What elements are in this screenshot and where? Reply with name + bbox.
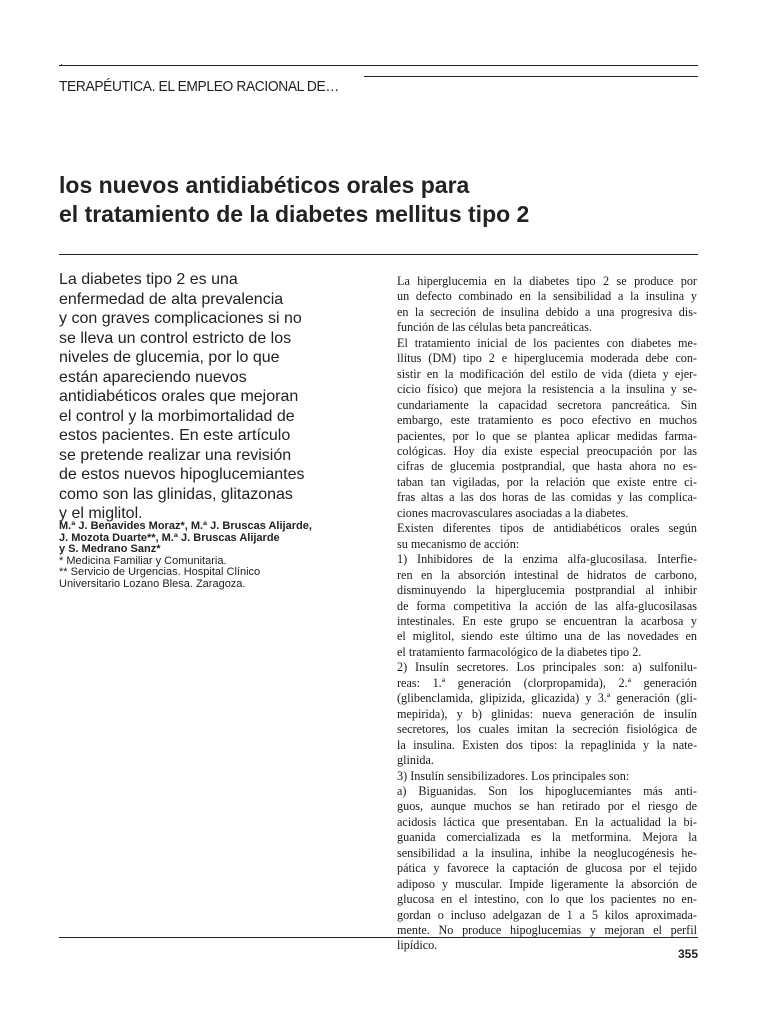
body-line: El tratamiento inicial de los pacientes con diabetes me-: [397, 335, 697, 350]
body-line: embargo, este tratamiento es poco efectivo en muchos: [397, 413, 697, 428]
abstract-line: se pretende realizar una revisión: [59, 446, 292, 464]
abstract-line: como son las glinidas, glitazonas: [59, 485, 293, 503]
body-line: sensibilidad a la insulina, inhibe la neoglucogénesis he-: [397, 845, 697, 860]
abstract-line: se lleva un control estricto de los: [59, 329, 292, 347]
abstract-line: de estos nuevos hipoglucemiantes: [59, 466, 305, 483]
abstract-line: estos pacientes. En este artículo: [59, 427, 291, 444]
body-line: a) Biguanidas. Son los hipoglucemiantes más anti-: [397, 783, 697, 798]
body-line: glucosa en el intestino, con lo que los pacientes no en-: [397, 892, 697, 907]
abstract-line: niveles de glucemia, por lo que: [59, 349, 280, 366]
body-line: ren en la absorción intestinal de hidratos de carbono,: [397, 567, 697, 582]
authors-block: [59, 521, 359, 590]
abstract: [59, 270, 359, 524]
affiliation-line: ** Servicio de Urgencias. Hospital Clínico: [59, 566, 261, 578]
body-line: ciones macrovasculares asociadas a la diabetes.: [397, 505, 629, 520]
body-line: La hiperglucemia en la diabetes tipo 2 se produce por: [397, 274, 697, 288]
body-line: taban tan vigiladas, por la relación que existe entre ci-: [397, 474, 697, 489]
body-line: guos, aunque muchos se han retirado por el riesgo de: [397, 799, 697, 814]
body-line: en la secreción de insulina debido a una progresiva dis-: [397, 304, 697, 319]
body-line: intestinales. En este grupo se encuentran la acarbosa y: [397, 613, 697, 628]
body-line: adiposo y muscular. Impide ligeramente la absorción de: [397, 876, 697, 891]
body-line: el tratamiento farmacológico de la diabetes tipo 2.: [397, 644, 642, 659]
body-line: Existen diferentes tipos de antidiabéticos orales según: [397, 521, 697, 536]
body-line: guanida comercializada es la metformina. Mejora la: [397, 830, 697, 845]
body-line: su mecanismo de acción:: [397, 536, 520, 551]
title-rule: [59, 254, 698, 255]
body-line: cundariamente la capacidad secretora pancreática. Sin: [397, 397, 697, 412]
section-header: TERAPÉUTICA. EL EMPLEO RACIONAL DE…: [59, 78, 339, 95]
body-line: glinida.: [397, 753, 434, 768]
page-number: 355: [677, 947, 698, 961]
author-line: M.ª J. Benavides Moraz*, M.ª J. Bruscas Alijarde,: [59, 520, 312, 532]
body-line: sistir en la modificación del estilo de vida (dieta y ejer-: [397, 366, 697, 381]
author-line: y S. Medrano Sanz*: [59, 543, 161, 555]
affiliation-line: Universitario Lozano Blesa. Zaragoza.: [59, 577, 246, 590]
body-line: fras altas a las dos horas de las comidas y las complica-: [397, 490, 697, 505]
title-line: el tratamiento de la diabetes mellitus tipo 2: [59, 201, 530, 227]
body-line: 3) Insulín sensibilizadores. Los principales son:: [397, 768, 630, 783]
title-line: los nuevos antidiabéticos orales para: [59, 172, 470, 198]
body-line: gordan o incluso adelgazan de 1 a 5 kilos aproximada-: [397, 907, 697, 922]
author-line: J. Mozota Duarte**, M.ª J. Bruscas Alijarde: [59, 531, 280, 544]
abstract-line: enfermedad de alta prevalencia: [59, 290, 284, 308]
body-line: de forma competitiva la acción de las alfa-glucosilasas: [397, 598, 697, 613]
header-rule-short: [364, 76, 698, 77]
body-line: 1) Inhibidores de la enzima alfa-glucosilasa. Interfie-: [397, 552, 697, 567]
article-title: [59, 171, 699, 229]
author-affiliations: [59, 556, 359, 591]
affiliation-line: * Medicina Familiar y Comunitaria.: [59, 554, 227, 567]
body-line: cicio físico) que mejora la resistencia a la insulina y se-: [397, 382, 697, 397]
body-text-column: [397, 274, 697, 954]
body-line: llitus (DM) tipo 2 e hiperglucemia moderada debe con-: [397, 351, 697, 366]
body-line: un defecto combinado en la sensibilidad a la insulina y: [397, 289, 697, 304]
footer-rule: [59, 937, 698, 938]
abstract-line: La diabetes tipo 2 es una: [59, 271, 238, 288]
body-line: cifras de glucemia postprandial, que hasta ahora no es-: [397, 459, 697, 474]
body-line: pacientes, por lo que se plantea aplicar medidas farma-: [397, 428, 697, 443]
abstract-line: están apareciendo nuevos: [59, 368, 247, 386]
body-line: mepirida), y b) glinidas: nueva generación de insulín: [397, 706, 697, 721]
body-line: reas: 1.ª generación (clorpropamida), 2.ª generación: [397, 675, 697, 690]
body-line: secretores, los cuales imitan la secreción fisiológica de: [397, 722, 697, 737]
body-line: la insulina. Existen dos tipos: la repaglinida y la nate-: [397, 737, 697, 752]
author-names: [59, 521, 359, 556]
body-line: pática y favorece la captación de glucosa por el tejido: [397, 861, 697, 876]
abstract-line: y con graves complicaciones si no: [59, 310, 302, 327]
header-rule: [59, 65, 698, 66]
body-line: función de las células beta pancreáticas.: [397, 320, 592, 335]
body-line: 2) Insulín secretores. Los principales son: a) sulfonilu-: [397, 660, 697, 675]
body-line: (glibenclamida, glipizida, glicazida) y 3.ª generación (gli-: [397, 691, 697, 706]
body-line: mente. No produce hipoglucemias y mejoran el perfil: [397, 923, 697, 938]
abstract-line: el control y la morbimortalidad de: [59, 407, 295, 425]
abstract-line: y el miglitol.: [59, 505, 143, 522]
abstract-line: antidiabéticos orales que mejoran: [59, 388, 299, 405]
body-line: lipídico.: [397, 938, 438, 953]
corner-mark: .: [60, 57, 63, 68]
body-line: el miglitol, siendo este último una de las novedades en: [397, 629, 697, 644]
body-line: acidosis láctica que presentaban. En la actualidad la bi-: [397, 814, 697, 829]
body-line: cológicas. Hoy día existe especial preocupación por las: [397, 443, 697, 458]
body-line: disminuyendo la hiperglucemia postprandial al inhibir: [397, 583, 697, 598]
